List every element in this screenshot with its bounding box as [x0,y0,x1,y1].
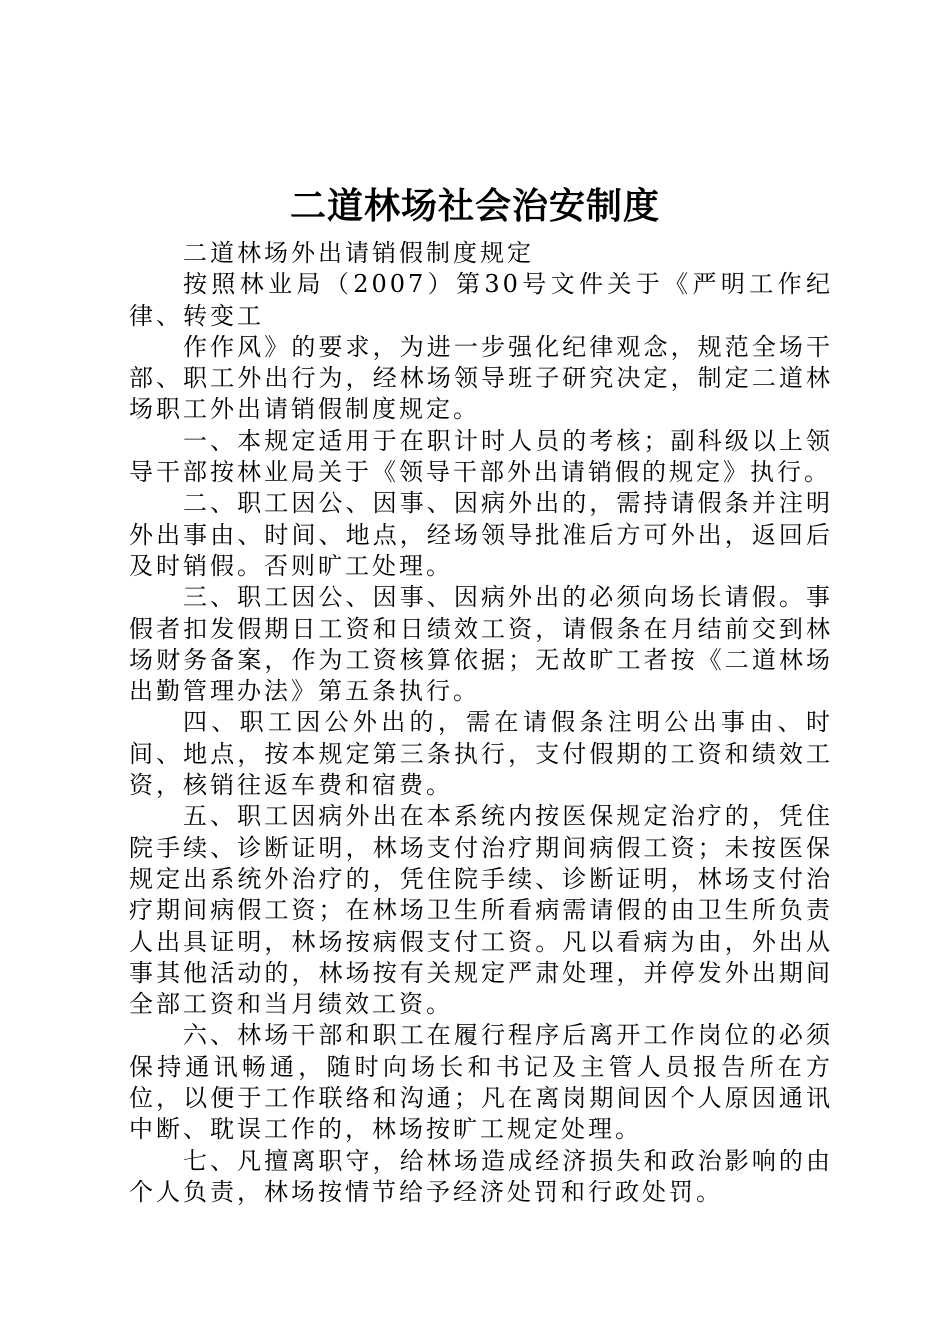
paragraph-article-6: 六、林场干部和职工在履行程序后离开工作岗位的必须保持通讯畅通，随时向场长和书记及主管人员报告所在方位，以便于工作联络和沟通；凡在离岗期间因个人原因通讯中断、耽误工作的，林场按旷工规定处理。 [129,1021,833,1144]
paragraph-article-7: 七、凡擅离职守，给林场造成经济损失和政治影响的由个人负责，林场按情节给予经济处罚和行政处罚。 [129,1146,833,1206]
paragraph-article-3: 三、职工因公、因事、因病外出的必须向场长请假。事假者扣发假期日工资和日绩效工资，请假条在月结前交到林场财务备案，作为工资核算依据；无故旷工者按《二道林场出勤管理办法》第五条执行。 [129,583,833,706]
document-body [129,238,833,1208]
document-title: 二道林场社会治安制度 [289,186,660,227]
paragraph-intro: 作作风》的要求，为进一步强化纪律观念，规范全场干部、职工外出行为，经林场领导班子研究决定，制定二道林场职工外出请销假制度规定。 [129,332,833,424]
paragraph-article-1: 一、本规定适用于在职计时人员的考核；副科级以上领导干部按林业局关于《领导干部外出请销假的规定》执行。 [129,426,833,487]
section-heading: 二道林场外出请销假制度规定 [183,239,534,267]
paragraph-article-4: 四、职工因公外出的，需在请假条注明公出事由、时间、地点，按本规定第三条执行，支付假期的工资和绩效工资，核销往返车费和宿费。 [129,708,833,800]
paragraph-intro-line: 按照林业局（2007）第30号文件关于《严明工作纪律、转变工 [129,270,833,330]
paragraph-article-5: 五、职工因病外出在本系统内按医保规定治疗的，凭住院手续、诊断证明，林场支付治疗期间病假工资；未按医保规定出系统外治疗的，凭住院手续、诊断证明，林场支付治疗期间病假工资；在林场卫生所看病需请假的由卫生所负责人出具证明，林场按病假支付工资。凡以看病为由，外出从事其他活动的，林场按有关规定严肃处理，并停发外出期间全部工资和当月绩效工资。 [129,802,833,1019]
paragraph-article-2: 二、职工因公、因事、因病外出的，需持请假条并注明外出事由、时间、地点，经场领导批准后方可外出，返回后及时销假。否则旷工处理。 [129,489,833,580]
